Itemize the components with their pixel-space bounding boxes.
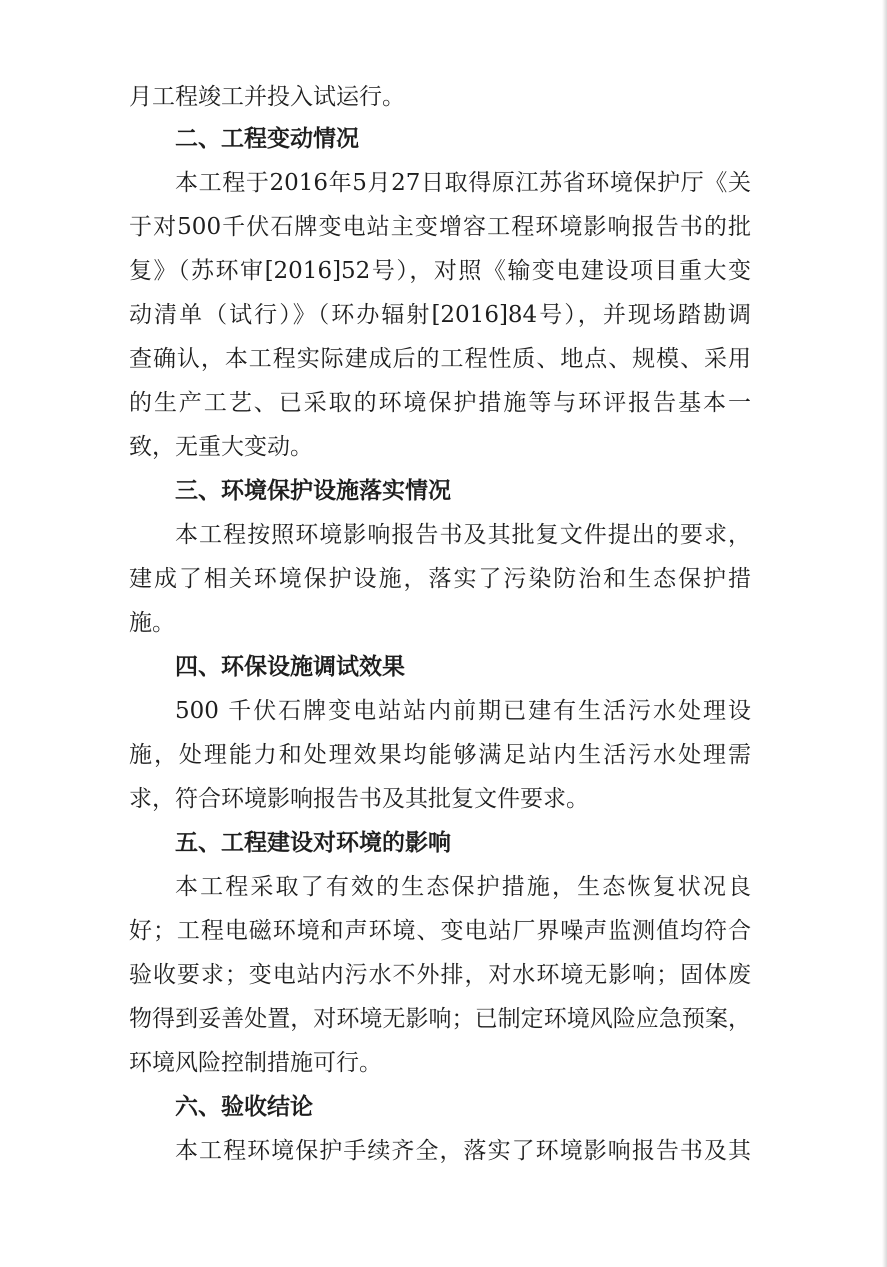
section-heading: 四、环保设施调试效果 [175, 654, 405, 680]
paragraph-line: 本工程采取了有效的生态保护措施，生态恢复状况良 [175, 874, 751, 900]
paragraph-line: 施。 [129, 610, 175, 636]
paragraph-line: 的生产工艺、已采取的环境保护措施等与环评报告基本一 [129, 390, 751, 416]
paragraph-line: 求，符合环境影响报告书及其批复文件要求。 [129, 786, 589, 812]
paragraph-line: 验收要求；变电站内污水不外排，对水环境无影响；固体废 [129, 962, 751, 988]
paragraph-line: 于对500千伏石牌变电站主变增容工程环境影响报告书的批 [129, 214, 751, 240]
paragraph-line: 本工程环境保护手续齐全，落实了环境影响报告书及其 [175, 1138, 751, 1164]
section-heading: 三、环境保护设施落实情况 [175, 478, 451, 504]
paragraph-line: 查确认，本工程实际建成后的工程性质、地点、规模、采用 [129, 346, 751, 372]
paragraph-line: 本工程按照环境影响报告书及其批复文件提出的要求， [175, 522, 751, 548]
section-heading: 六、验收结论 [175, 1094, 313, 1120]
paragraph-line: 复》（苏环审[2016]52号），对照《输变电建设项目重大变 [129, 258, 751, 284]
paragraph-line: 500 千伏石牌变电站站内前期已建有生活污水处理设 [175, 698, 751, 724]
paragraph-line: 本工程于2016年5月27日取得原江苏省环境保护厅《关 [175, 170, 751, 196]
section-heading: 二、工程变动情况 [175, 126, 359, 152]
paragraph-line: 环境风险控制措施可行。 [129, 1050, 382, 1076]
paragraph-line: 月工程竣工并投入试运行。 [129, 84, 405, 110]
page-edge-shadow [882, 0, 887, 1267]
paragraph-line: 动清单（试行）》（环办辐射[2016]84号），并现场踏勘调 [129, 302, 751, 328]
section-heading: 五、工程建设对环境的影响 [175, 830, 451, 856]
paragraph-line: 施，处理能力和处理效果均能够满足站内生活污水处理需 [129, 742, 751, 768]
paragraph-line: 建成了相关环境保护设施，落实了污染防治和生态保护措 [129, 566, 751, 592]
paragraph-line: 好；工程电磁环境和声环境、变电站厂界噪声监测值均符合 [129, 918, 751, 944]
paragraph-line: 致，无重大变动。 [129, 434, 313, 460]
paragraph-line: 物得到妥善处置，对环境无影响；已制定环境风险应急预案， [129, 1006, 751, 1032]
